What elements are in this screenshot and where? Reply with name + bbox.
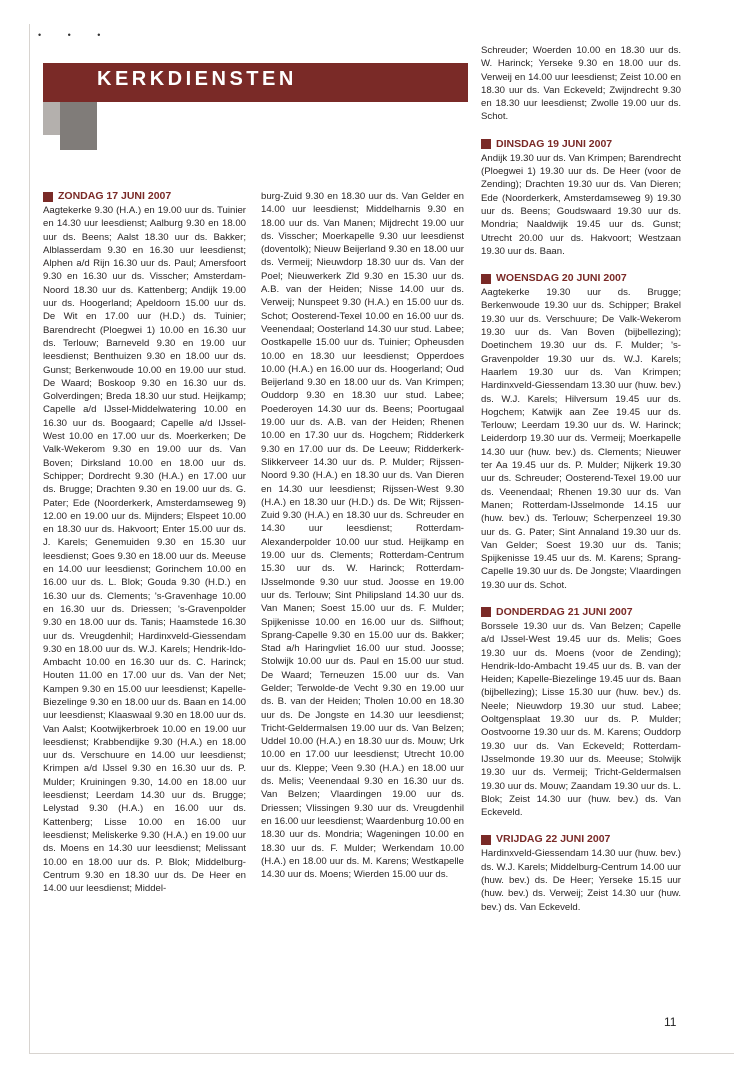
heading-label: DINSDAG 19 JUNI 2007: [496, 137, 613, 150]
schedule-text: Borssele 19.30 uur ds. Van Belzen; Capelle a/d IJssel-West 19.45 uur ds. Melis; Goes 19.30 uur ds. Moens (voor de Zending); Hendrik-Ido-Ambacht 19.45 uur ds. B. van der Heiden; Kapelle-Biezelinge 19.45 uur ds. Baan (bijbellezing); Lisse 15.30 uur (huw. bev.) ds. Neele; Nieuwdorp 19.30 uur stud. Labee; Ooltgensplaat 19.30 uur ds. P. Mulder; Oostvoorne 19.30 uur ds. M. Karens; Ouddorp 19.30 uur ds. Van Eckeveld; Rotterdam-IJsselmonde 19.30 uur ds. Meeuse; Stolwijk 19.30 uur ds. Vermeij; Tricht-Geldermalsen 19.30 uur ds. Mouw; Zaandam 19.30 uur ds. L. Blok; Zeist 14.30 uur (huw. bev.) ds. Van Eckeveld.: [481, 620, 681, 819]
page-number: 11: [664, 1015, 677, 1029]
schedule-text: Aagtekerke 9.30 (H.A.) en 19.00 uur ds. Tuinier en 14.30 uur leesdienst; Aalburg 9.30 en 18.00 uur ds. Beens; Aalst 18.30 uur ds. Bakker; Alblasserdam 9.30 en 16.30 uur leesdienst; Alphen a/d Rijn 16.30 uur ds. Paul; Amersfoort 9.30 en 16.30 uur ds. Visscher; Amsterdam-Noord 18.30 uur ds. Kattenberg; Andijk 19.00 uur ds. Hoogerland; Apeldoorn 15.00 uur ds. De Wit en 17.00 uur (H.D.) ds. Tuinier; Barendrecht (Ploegwei 1) 10.00 en 16.30 uur ds. Terlouw; Barneveld 9.30 en 19.00 uur leesdienst; Benthuizen 9.30 en 18.00 uur ds. Gunst; Berkenwoude 10.00 en 19.00 uur stud. De Waard; Boskoop 9.30 en 16.30 uur ds. Golverdingen; Breda 18.30 uur stud. Heijkamp; Capelle a/d IJssel-Middelwatering 10.00 en 16.30 uur ds. Boogaard; Capelle a/d IJssel-West 10.00 en 17.00 uur ds. Moerkerken; De Valk-Wekerom 9.30 en 19.00 uur ds. Van Boven; Dirksland 10.00 en 18.00 uur ds. Schipper; Dordrecht 9.30 (H.A.) en 17.00 uur ds. Brugge; Drachten 9.30 en 19.00 uur ds. G. Pater; Ede (Noorderkerk, Amsterdamseweg 9) 12.00 en 19.00 uur ds. Mijnders; Elspeet 10.00 en 18.30 uur ds. Hakvoort; Enter 15.00 uur ds. J. Karels; Genemuiden 9.30 en 15.30 uur leesdienst; Goes 9.30 en 18.00 uur ds. Meeuse en 14.00 uur leesdienst; Gorinchem 10.00 en 16.00 uur ds. L. Blok; Gouda 9.30 (H.D.) en 16.30 uur ds. Clements; 's-Gravenhage 10.00 en 16.30 uur ds. Driessen; 's-Gravenpolder 9.30 en 18.00 uur ds. Tanis; Haamstede 16.30 uur ds. Vreugdenhil; Hardinxveld-Giessendam 9.30 en 18.00 uur ds. W.J. Karels; Hendrik-Ido-Ambacht 10.00 en 16.30 uur ds. C. Harinck; Houten 11.00 en 17.00 uur ds. Van der Net; Kampen 9.30 en 15.00 uur leesdienst; Kapelle-Biezelinge 9.30 en 18.00 uur ds. Baan en 14.00 uur leesdienst; Klaaswaal 9.30 en 18.00 uur ds. Van Aalst; Kootwijkerbroek 10.00 en 19.00 uur leesdienst; Krabbendijke 9.30 (H.A.) en 18.00 uur ds. Verschuure en 14.00 uur leesdienst; Krimpen a/d IJssel 9.30 en 16.30 uur ds. P. Mulder; Kruiningen 9.30, 14.00 en 18.00 uur leesdienst; Leerdam 14.30 uur ds. Brugge; Lelystad 9.30 (H.A.) en 16.00 uur ds. Kattenberg; Lisse 10.00 en 16.00 uur leesdienst; Meliskerke 9.30 (H.A.) en 19.00 uur ds. Moens en 14.30 uur leesdienst; Melissant 10.00 en 18.00 uur ds. P. Blok; Middelburg-Centrum 9.30 en 18.30 uur ds. De Heer en 14.00 uur leesdienst; Middel-: [43, 205, 246, 895]
schedule-text: Schreuder; Woerden 10.00 en 18.30 uur ds. W. Harinck; Yerseke 9.30 en 18.00 uur ds. Verweij en 14.00 uur leesdienst; Zeist 10.00 en 18.30 uur ds. Van Eckeveld; Zwijndrecht 9.30 en 18.30 uur leesdienst; Zwolle 19.00 uur ds. Schot.: [481, 45, 681, 123]
column-3: [481, 44, 681, 914]
heading-square-icon: [481, 139, 491, 149]
page-title: KERKDIENSTEN: [97, 68, 297, 90]
section-heading-vrijdag: [481, 833, 681, 846]
schedule-text: Aagtekerke 19.30 uur ds. Brugge; Berkenwoude 19.30 uur ds. Schipper; Brakel 19.30 uur ds. Verschuure; De Valk-Wekerom 19.30 uur ds. Van Boven (bijbellezing); Doetinchem 19.30 uur ds. F. Mulder; 's-Gravenpolder 19.30 uur ds. W.J. Karels; Haarlem 19.30 uur ds. Van Krimpen; Hardinxveld-Giessendam 13.30 uur (huw. bev.) ds. W.J. Karels; Hilversum 19.45 uur ds. Hogchem; Katwijk aan Zee 19.45 uur ds. Terlouw; Leerdam 19.30 uur ds. W. Harinck; Leiderdorp 19.30 uur ds. Vermeij; Moerkapelle 14.30 uur (huw. bev.) ds. Clements; Nieuwer ter Aa 19.45 uur ds. P. Mulder; Nijkerk 19.30 uur ds. Schreuder; Oosterend-Texel 19.00 uur ds. Veenendaal; Rhenen 19.30 uur ds. Van Manen; Rotterdam-IJsselmonde 14.15 uur (huw. bev.) ds. Terlouw; Scherpenzeel 19.30 uur ds. G. Pater; Sint Annaland 19.30 uur ds. Van Gelder; Soest 19.30 uur ds. Tanis; Spijkenisse 19.45 uur ds. M. Karens; Sprang-Capelle 19.30 uur ds. De Jongste; Vlaardingen 19.30 uur ds. Schot.: [481, 287, 681, 591]
heading-square-icon: [43, 192, 53, 202]
column-1: [43, 190, 246, 895]
heading-label: DONDERDAG 21 JUNI 2007: [496, 605, 633, 618]
heading-square-icon: [481, 274, 491, 284]
page-edge-line: [29, 24, 30, 1054]
decor-square-dark: [60, 102, 97, 150]
column-2: [261, 190, 464, 881]
heading-square-icon: [481, 835, 491, 845]
schedule-text: Andijk 19.30 uur ds. Van Krimpen; Barendrecht (Ploegwei 1) 19.30 uur ds. De Heer (voor de Zending); Drachten 19.30 uur ds. Van Dieren; Ede (Noorderkerk, Amsterdamseweg 9) 19.30 uur ds. Beens; Goudswaard 19.30 uur ds. Mondria; Naaldwijk 19.45 uur ds. Gunst; Utrecht 20.00 uur ds. Hakvoort; Westzaan 19.30 uur ds. Baan.: [481, 152, 681, 257]
section-heading-woensdag: [481, 272, 681, 285]
section-heading-dinsdag: [481, 138, 681, 151]
heading-square-icon: [481, 607, 491, 617]
schedule-text: Hardinxveld-Giessendam 14.30 uur (huw. bev.) ds. W.J. Karels; Middelburg-Centrum 14.00 uur (huw. bev.) ds. De Heer; Yerseke 15.15 uur (huw. bev.) ds. Verweij; Zeist 14.30 uur (huw. bev.) ds. Van Eckeveld.: [481, 848, 681, 913]
heading-label: VRIJDAG 22 JUNI 2007: [496, 833, 611, 846]
heading-label: ZONDAG 17 JUNI 2007: [58, 190, 172, 202]
scan-marks: • • •: [38, 30, 113, 40]
heading-label: WOENSDAG 20 JUNI 2007: [496, 272, 627, 285]
schedule-text: burg-Zuid 9.30 en 18.30 uur ds. Van Gelder en 14.00 uur leesdienst; Middelharnis 9.30 en 18.00 uur ds. Van Manen; Mijdrecht 19.00 uur ds. Visscher; Moerkapelle 9.30 uur leesdienst (doventolk); Nieuw Beijerland 9.30 en 18.00 uur ds. Vermeij; Nieuwdorp 18.30 uur ds. Van der Poel; Nieuwerkerk Zld 9.30 en 15.30 uur ds. A.B. van der Heiden; Nisse 14.00 uur ds. Verweij; Nunspeet 9.30 (H.A.) en 15.00 uur ds. Schot; Oosterend-Texel 10.00 en 16.00 uur ds. Veenendaal; Oosterland 14.30 uur stud. Labee; Oostkapelle 15.00 uur ds. Tuinier; Opheusden 10.00 en 18.30 uur leesdienst; Opperdoes 10.00 (H.A.) en 16.00 uur ds. Hoogerland; Oud Beijerland 9.30 en 18.00 uur ds. Van Krimpen; Ouddorp 9.30 en 18.30 uur stud. Labee; Poederoyen 14.30 uur ds. Beens; Poortugaal 19.00 uur ds. A.B. van der Heiden; Rhenen 10.00 en 17.30 uur ds. Hogchem; Ridderkerk 9.30 en 17.00 uur ds. De Leeuw; Ridderkerk-Slikkerveer 14.30 uur ds. P. Mulder; Rijssen-Noord 9.30 (H.A.) en 18.30 uur ds. Van Dieren en 14.30 uur leesdienst; Rijssen-West 9.30 (H.A.) en 18.30 uur (H.D.) ds. De Wit; Rijssen-Zuid 9.30 (H.A.) en 18.30 uur ds. Schreuder en 14.30 uur leesdienst; Rotterdam-Alexanderpolder 10.00 uur stud. Heijkamp en 19.00 uur ds. Clements; Rotterdam-Centrum 15.30 uur ds. W. Harinck; Rotterdam-IJsselmonde 9.30 uur stud. Joosse en 19.00 uur ds. Terlouw; Sint Philipsland 14.30 uur ds. Van Manen; Soest 15.00 uur ds. F. Mulder; Spijkenisse 10.00 en 16.00 uur ds. Silfhout; Sprang-Capelle 9.30 en 15.00 uur ds. Bakker; Stad a/h Haringvliet 16.00 uur stud. Joosse; Stolwijk 10.00 uur ds. Paul en 15.00 uur stud. De Waard; Terneuzen 15.00 uur ds. Van Gelder; Terwolde-de Vecht 9.30 en 19.00 uur ds. B. van der Heiden; Tholen 10.00 en 18.30 uur ds. De Jongste en 14.30 uur leesdienst; Tricht-Geldermalsen 19.00 uur ds. Van Belzen; Uddel 10.00 (H.A.) en 18.30 uur ds. Mouw; Urk 10.00 en 17.00 uur leesdienst; Utrecht 10.00 uur ds. Kleppe; Veen 9.30 (H.A.) en 18.00 uur ds. Melis; Veenendaal 9.30 en 16.30 uur ds. Van Belzen; Vlaardingen 19.00 uur ds. Driessen; Vlissingen 9.30 uur ds. Vreugdenhil en 16.00 uur leesdienst; Waardenburg 10.00 en 18.30 uur ds. Mondria; Wageningen 10.00 en 18.30 uur ds. F. Mulder; Werkendam 10.00 (H.A.) en 18.00 uur ds. M. Karens; Westkapelle 14.30 uur ds. Moens; Wierden 15.00 uur ds.: [261, 191, 464, 881]
section-heading-donderdag: [481, 606, 681, 619]
section-heading-zondag: [43, 190, 246, 203]
page-bottom-line: [29, 1053, 734, 1054]
